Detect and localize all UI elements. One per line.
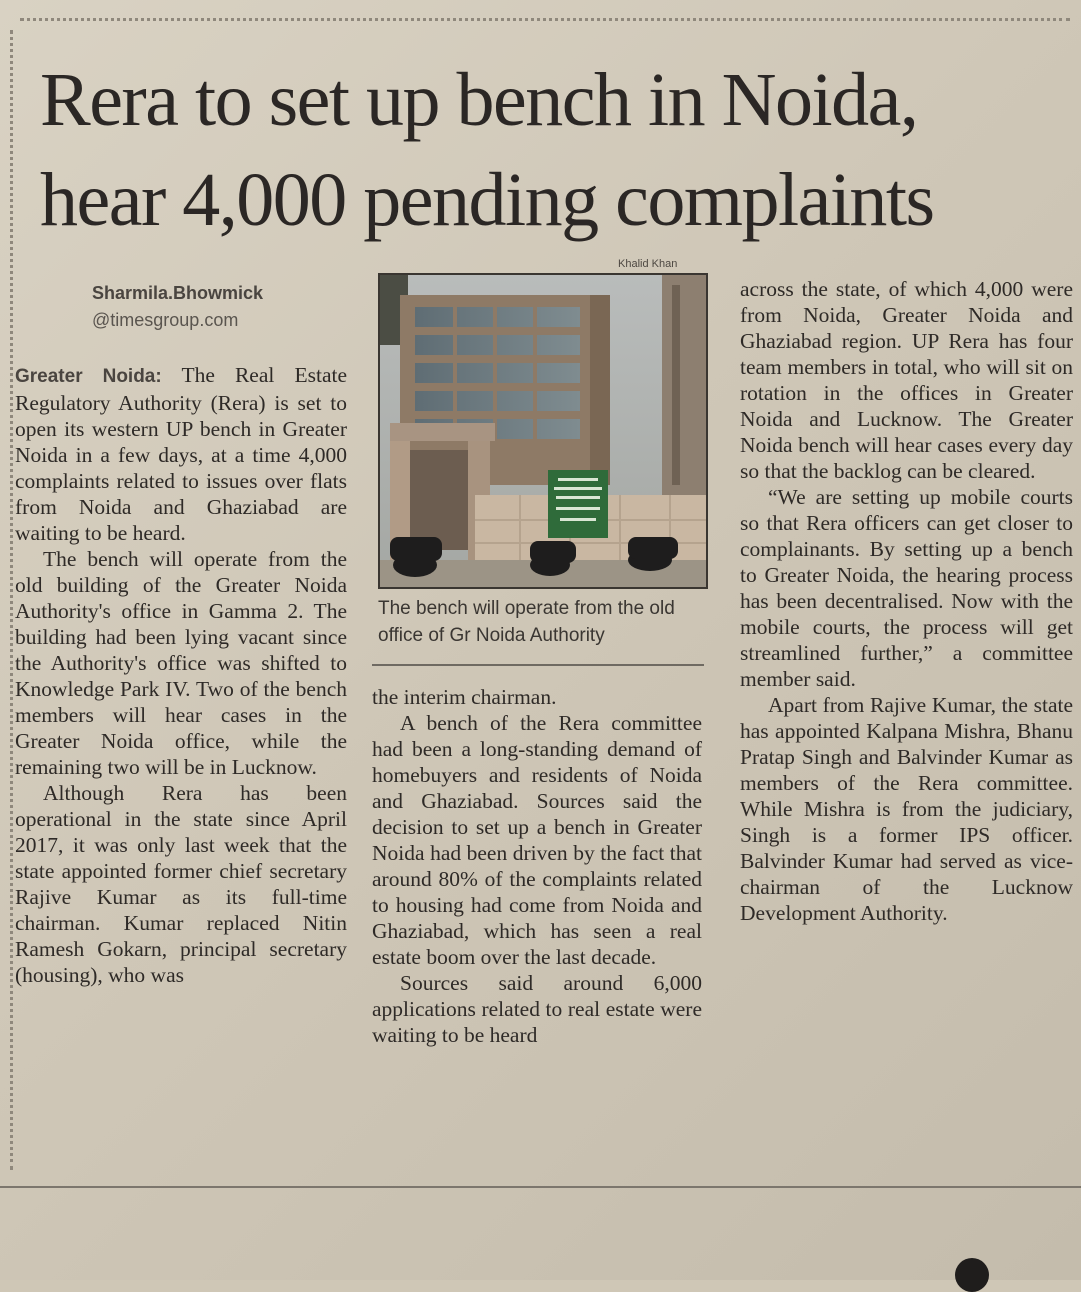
article-column-2 <box>372 684 702 1048</box>
article-paragraph: the interim chairman. <box>372 685 557 709</box>
top-dotted-border <box>20 18 1070 21</box>
article-paragraph: Apart from Rajive Kumar, the state has appointed Kalpana Mishra, Bhanu Pratap Singh and Balvinder Kumar as members of the Rera committee. While Mishra is from the judiciary, Singh is a former IPS officer. Balvinder Kumar had served as vice-chairman of the Lucknow Development Authority. <box>740 693 1073 925</box>
dateline: Greater Noida: <box>15 366 162 387</box>
headline-line-2: hear 4,000 pending complaints <box>40 158 934 242</box>
photo-credit: Khalid Khan <box>618 258 678 270</box>
article-column-3 <box>740 276 1073 926</box>
author-email: @timesgroup.com <box>92 310 239 330</box>
building-photo <box>378 273 708 589</box>
photo-caption: The bench will operate from the old office of Gr Noida Authority <box>378 598 675 646</box>
headline-line-1: Rera to set up bench in Noida, <box>40 58 918 142</box>
left-dotted-border <box>10 30 13 1170</box>
article-paragraph: Although Rera has been operational in the state since April 2017, it was only last week that the state appointed former chief secretary Rajive Kumar as its full-time chairman. Kumar replaced Nitin Ramesh Gokarn, principal secretary (housing), who was <box>15 781 347 987</box>
article-column-1 <box>15 362 347 988</box>
headline <box>40 50 1070 250</box>
article-paragraph: “We are setting up mobile courts so that Rera officers can get closer to complainants. By setting up a bench to Greater Noida, the hearing process has been decentralised. Now with the mobile courts, the process will get streamlined further,” a committee member said. <box>740 485 1073 691</box>
article-paragraph: across the state, of which 4,000 were from Noida, Greater Noida and Ghaziabad region. UP Rera has four team members in total, who will sit on rotation in the offices in Greater Noida and Lucknow. The Greater Noida bench will hear cases every day so that the backlog can be cleared. <box>740 277 1073 483</box>
article-paragraph <box>15 362 347 546</box>
paragraph-text: The Real Estate Regulatory Authority (Rera) is set to open its western UP bench in Greater Noida in a few days, at a time 4,000 complaints related to issues over flats from Noida and Ghaziabad are waiting to be heard. <box>15 363 347 545</box>
caption-divider <box>372 664 704 666</box>
building-illustration <box>380 275 706 587</box>
author-name: Sharmila.Bhowmick <box>92 283 264 303</box>
thumb-shadow <box>955 1258 989 1292</box>
article-paragraph: Sources said around 6,000 applications related to real estate were waiting to be heard <box>372 971 702 1047</box>
bottom-divider <box>0 1186 1081 1188</box>
article-paragraph: The bench will operate from the old building of the Greater Noida Authority's office in Gamma 2. The building had been lying vacant since the Authority's office was shifted to Knowledge Park IV. Two of the bench members will hear cases in the Greater Noida office, while the remaining two will be in Lucknow. <box>15 547 347 779</box>
article-paragraph: A bench of the Rera committee had been a long-standing demand of homebuyers and residents of Noida and Ghaziabad. Sources said the decision to set up a bench in Greater Noida had been driven by the fact that around 80% of the complaints related to housing had come from Noida and Ghaziabad, which has seen a real estate boom over the last decade. <box>372 711 702 969</box>
byline <box>92 280 263 334</box>
